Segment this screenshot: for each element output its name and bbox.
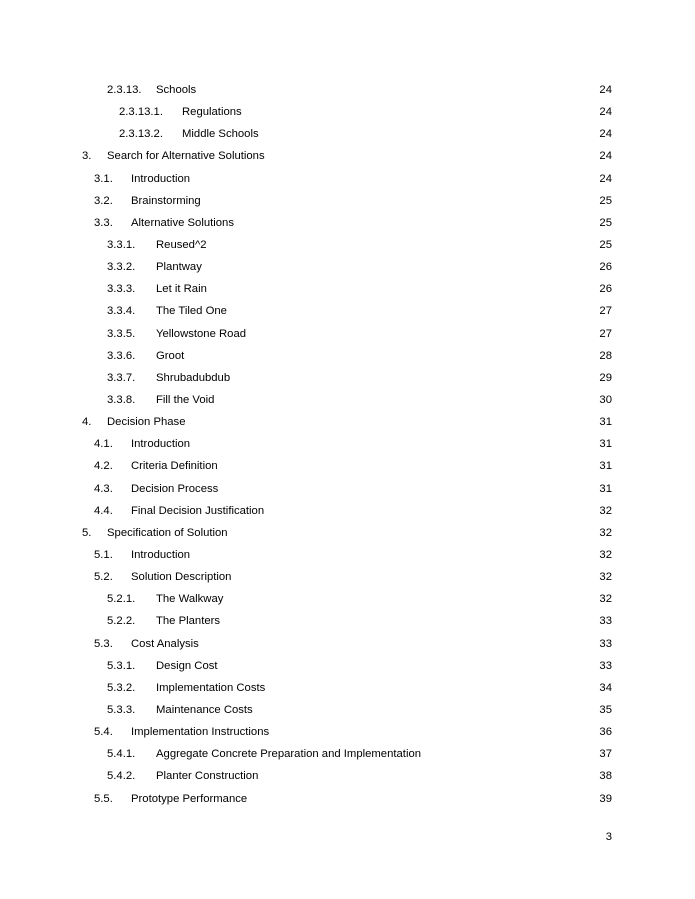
toc-entry[interactable]: [0, 300, 695, 322]
toc-entry-number: 3.3.5.: [107, 327, 136, 340]
toc-entry-title: Shrubadubdub: [156, 371, 231, 384]
toc-entry-title: Final Decision Justification: [131, 504, 265, 517]
table-of-contents: [0, 79, 695, 810]
toc-entry[interactable]: [0, 256, 695, 278]
toc-entry[interactable]: [0, 743, 695, 765]
toc-entry-number: 3.3.7.: [107, 371, 136, 384]
toc-entry-number: 3.: [82, 150, 92, 163]
toc-entry[interactable]: [0, 566, 695, 588]
toc-entry-title: Aggregate Concrete Preparation and Implementation: [156, 748, 422, 761]
toc-entry-page: 25: [599, 194, 612, 207]
toc-entry-number: 4.4.: [94, 504, 113, 517]
toc-entry-number: 5.5.: [94, 792, 113, 805]
toc-entry[interactable]: [0, 389, 695, 411]
toc-entry-number: 5.3.3.: [107, 703, 136, 716]
toc-entry-page: 32: [599, 571, 612, 584]
toc-entry-page: 24: [599, 84, 612, 96]
toc-entry-number: 5.3.1.: [107, 659, 136, 672]
toc-entry[interactable]: [0, 168, 695, 190]
toc-entry[interactable]: [0, 101, 695, 123]
toc-entry-number: 4.3.: [94, 482, 113, 495]
toc-entry[interactable]: [0, 212, 695, 234]
toc-entry-number: 3.3.3.: [107, 283, 136, 296]
toc-entry-title: Planter Construction: [156, 770, 259, 783]
toc-entry[interactable]: [0, 433, 695, 455]
toc-entry-title: The Tiled One: [156, 305, 227, 318]
toc-entry-page: 27: [599, 327, 612, 340]
toc-entry-page: 33: [599, 659, 612, 672]
toc-entry-title: Cost Analysis: [131, 637, 199, 650]
toc-entry-title: Solution Description: [131, 571, 232, 584]
toc-entry-number: 5.4.2.: [107, 770, 136, 783]
toc-entry-title: Decision Phase: [107, 416, 186, 429]
toc-entry[interactable]: [0, 455, 695, 477]
toc-entry-number: 3.3.8.: [107, 393, 136, 406]
toc-entry-title: Implementation Costs: [156, 681, 266, 694]
toc-entry-page: 31: [599, 416, 612, 429]
toc-entry[interactable]: [0, 411, 695, 433]
toc-entry-number: 4.: [82, 416, 92, 429]
toc-entry-number: 2.3.13.1.: [119, 106, 163, 119]
toc-entry-title: The Planters: [156, 615, 221, 628]
toc-entry-page: 28: [599, 349, 612, 362]
toc-entry-number: 3.3.6.: [107, 349, 136, 362]
toc-entry-number: 5.2.: [94, 571, 113, 584]
toc-entry[interactable]: [0, 522, 695, 544]
toc-entry[interactable]: [0, 610, 695, 632]
toc-entry-page: 25: [599, 238, 612, 251]
toc-entry-number: 3.3.: [94, 216, 113, 229]
toc-entry-page: 39: [599, 792, 612, 805]
toc-entry[interactable]: [0, 345, 695, 367]
toc-entry-page: 26: [599, 261, 612, 274]
toc-entry-number: 5.2.1.: [107, 593, 136, 606]
toc-entry[interactable]: [0, 145, 695, 167]
toc-entry[interactable]: [0, 123, 695, 145]
toc-entry-page: 31: [599, 460, 612, 473]
toc-entry[interactable]: [0, 765, 695, 787]
toc-entry[interactable]: [0, 655, 695, 677]
toc-entry-title: The Walkway: [156, 593, 224, 606]
toc-entry-title: Design Cost: [156, 659, 218, 672]
toc-entry-page: 36: [599, 726, 612, 739]
page-number: 3: [605, 831, 612, 843]
toc-entry[interactable]: [0, 677, 695, 699]
toc-entry-page: 26: [599, 283, 612, 296]
toc-entry[interactable]: [0, 500, 695, 522]
toc-entry-title: Introduction: [131, 438, 191, 451]
toc-entry[interactable]: [0, 478, 695, 500]
toc-entry[interactable]: [0, 190, 695, 212]
toc-entry-title: Groot: [156, 349, 185, 362]
toc-entry-title: Middle Schools: [182, 128, 259, 141]
toc-entry-page: 27: [599, 305, 612, 318]
toc-entry-title: Fill the Void: [156, 393, 215, 406]
toc-entry-title: Yellowstone Road: [156, 327, 247, 340]
toc-entry[interactable]: [0, 788, 695, 810]
toc-entry-title: Criteria Definition: [131, 460, 218, 473]
toc-entry-title: Brainstorming: [131, 194, 201, 207]
toc-entry-title: Prototype Performance: [131, 792, 248, 805]
toc-entry[interactable]: [0, 544, 695, 566]
toc-entry-number: 3.1.: [94, 172, 113, 185]
toc-entry-title: Reused^2: [156, 238, 207, 251]
toc-entry-title: Specification of Solution: [107, 526, 228, 539]
toc-entry-page: 24: [599, 106, 612, 119]
toc-entry-number: 5.4.: [94, 726, 113, 739]
toc-entry-page: 35: [599, 703, 612, 716]
toc-entry-page: 31: [599, 438, 612, 451]
toc-entry-title: Introduction: [131, 172, 191, 185]
toc-entry-title: Decision Process: [131, 482, 219, 495]
toc-entry-page: 32: [599, 593, 612, 606]
toc-entry-page: 38: [599, 770, 612, 783]
toc-entry-title: Regulations: [182, 106, 242, 119]
toc-entry-page: 24: [599, 172, 612, 185]
toc-entry[interactable]: [0, 323, 695, 345]
toc-entry-number: 3.3.1.: [107, 238, 136, 251]
toc-entry-page: 30: [599, 393, 612, 406]
toc-entry[interactable]: [0, 699, 695, 721]
toc-entry[interactable]: [0, 234, 695, 256]
toc-entry-title: Introduction: [131, 548, 191, 561]
toc-entry-page: 32: [599, 526, 612, 539]
toc-entry-title: Maintenance Costs: [156, 703, 253, 716]
toc-entry-number: 4.2.: [94, 460, 113, 473]
toc-entry-number: 5.4.1.: [107, 748, 136, 761]
toc-entry-number: 5.2.2.: [107, 615, 136, 628]
toc-entry-page: 32: [599, 548, 612, 561]
toc-entry-number: 5.1.: [94, 548, 113, 561]
toc-entry-number: 5.3.: [94, 637, 113, 650]
toc-entry-page: 31: [599, 482, 612, 495]
toc-entry-page: 33: [599, 615, 612, 628]
toc-entry-title: Search for Alternative Solutions: [107, 150, 265, 163]
toc-entry[interactable]: [0, 367, 695, 389]
toc-entry-number: 5.3.2.: [107, 681, 136, 694]
toc-entry-title: Let it Rain: [156, 283, 207, 296]
toc-entry-page: 29: [599, 371, 612, 384]
toc-entry-title: Alternative Solutions: [131, 216, 234, 229]
toc-entry[interactable]: [0, 278, 695, 300]
toc-entry-number: 3.3.4.: [107, 305, 136, 318]
toc-entry-number: 2.3.13.2.: [119, 128, 163, 141]
toc-entry-number: 5.: [82, 526, 92, 539]
toc-entry-page: 37: [599, 748, 612, 761]
toc-entry-page: 25: [599, 216, 612, 229]
toc-entry-number: 2.3.13.: [107, 84, 142, 96]
toc-entry-number: 4.1.: [94, 438, 113, 451]
toc-entry-page: 33: [599, 637, 612, 650]
toc-entry-page: 24: [599, 128, 612, 141]
toc-entry-title: Schools: [156, 84, 197, 96]
toc-entry-page: 34: [599, 681, 612, 694]
toc-entry-page: 24: [599, 150, 612, 163]
toc-entry-title: Plantway: [156, 261, 202, 274]
toc-entry-number: 3.3.2.: [107, 261, 136, 274]
toc-entry[interactable]: [0, 633, 695, 655]
toc-entry[interactable]: [0, 79, 695, 101]
toc-entry[interactable]: [0, 721, 695, 743]
toc-entry-page: 32: [599, 504, 612, 517]
toc-entry-number: 3.2.: [94, 194, 113, 207]
toc-entry[interactable]: [0, 588, 695, 610]
toc-entry-title: Implementation Instructions: [131, 726, 270, 739]
